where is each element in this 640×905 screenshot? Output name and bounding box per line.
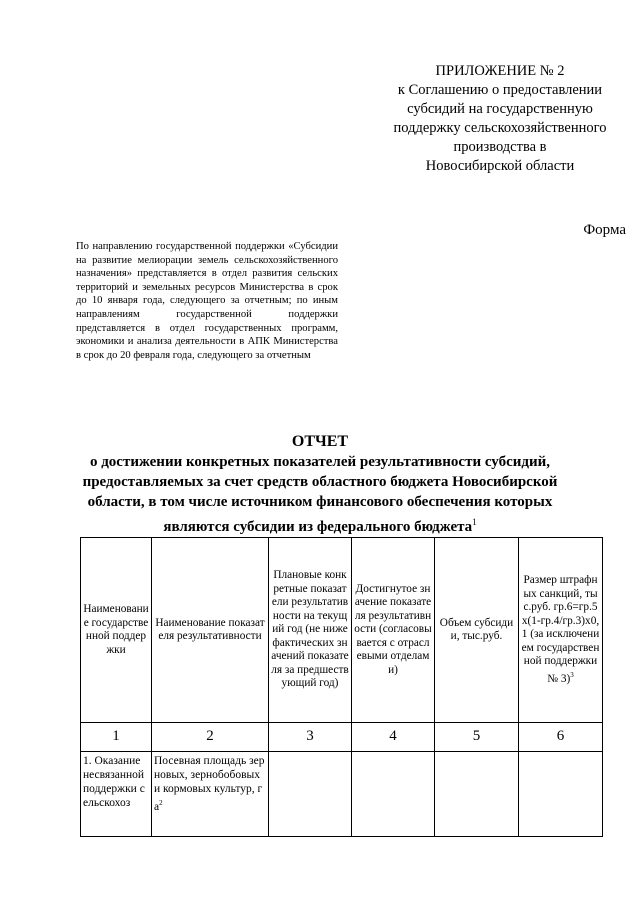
achieved-value-cell[interactable] — [352, 752, 435, 837]
subsidy-volume-cell[interactable] — [435, 752, 519, 837]
form-label: Форма — [583, 222, 626, 238]
column-header-text: Размер штрафных санкций, тыс.руб. гр.6=гр.5х(1-гр.4/гр.3)х0,1 (за исключением государственной поддержки № 3) — [521, 574, 600, 685]
footnote-marker: 2 — [159, 799, 163, 807]
appendix-line: к Соглашению о предоставлении — [397, 82, 603, 98]
column-header — [519, 538, 603, 723]
indicator-text: Посевная площадь зерновых, зернобобовых и кормовых культур, га — [154, 755, 265, 813]
column-number-row — [81, 723, 603, 752]
indicator-cell — [152, 752, 269, 837]
submission-instructions: По направлению государственной поддержки «Субсидии на развитие мелиорации земель сельскохозяйственного назначения» представляется в отдел развития сельских территорий и земельных ресурсов Министерства в срок до 10 января года, следующего за отчетным; по иным направлениям государственной поддержки представляется в отдел государственных программ, экономики и анализа деятельности в АПК Министерства в срок до 20 февраля года, следующего за отчетным — [76, 241, 338, 361]
column-header: Достигнутое значение показателя результативности (согласовывается с отраслевыми отделами) — [352, 538, 435, 723]
appendix-line: производства в — [453, 139, 547, 155]
column-number: 6 — [519, 723, 603, 752]
column-header: Объем субсидии, тыс.руб. — [435, 538, 519, 723]
column-number: 5 — [435, 723, 519, 752]
column-number: 4 — [352, 723, 435, 752]
support-name-cell: 1. Оказание несвязанной поддержки сельскохоз — [81, 752, 152, 837]
column-number: 2 — [152, 723, 269, 752]
planned-value-cell[interactable] — [269, 752, 352, 837]
footnote-marker: 3 — [570, 670, 574, 679]
column-header: Плановые конкретные показатели результативности на текущий год (не ниже фактических значений показателя за предшествующий год) — [269, 538, 352, 723]
report-subtitle-line: области, в том числе источником финансового обеспечения которых — [87, 494, 553, 510]
column-header: Наименование показателя результативности — [152, 538, 269, 723]
column-number: 1 — [81, 723, 152, 752]
report-title — [80, 432, 560, 537]
report-subtitle-text: являются субсидии из федерального бюджета — [163, 519, 473, 535]
appendix-line: субсидий на государственную — [407, 101, 593, 117]
report-heading: ОТЧЕТ — [291, 433, 349, 450]
appendix-header — [360, 62, 640, 176]
report-subtitle-line — [80, 512, 560, 537]
appendix-line: Новосибирской области — [425, 158, 575, 174]
appendix-line: поддержку сельскохозяйственного — [393, 120, 607, 136]
report-table — [80, 537, 603, 837]
footnote-marker: 1 — [472, 517, 477, 527]
report-subtitle-line: о достижении конкретных показателей результативности субсидий, — [89, 454, 551, 470]
table-header-row — [81, 538, 603, 723]
table-row — [81, 752, 603, 837]
column-header: Наименование государственной поддержки — [81, 538, 152, 723]
column-number: 3 — [269, 723, 352, 752]
report-subtitle-line: предоставляемых за счет средств областного бюджета Новосибирской — [82, 474, 558, 490]
penalty-cell[interactable] — [519, 752, 603, 837]
appendix-line: ПРИЛОЖЕНИЕ № 2 — [435, 63, 565, 79]
